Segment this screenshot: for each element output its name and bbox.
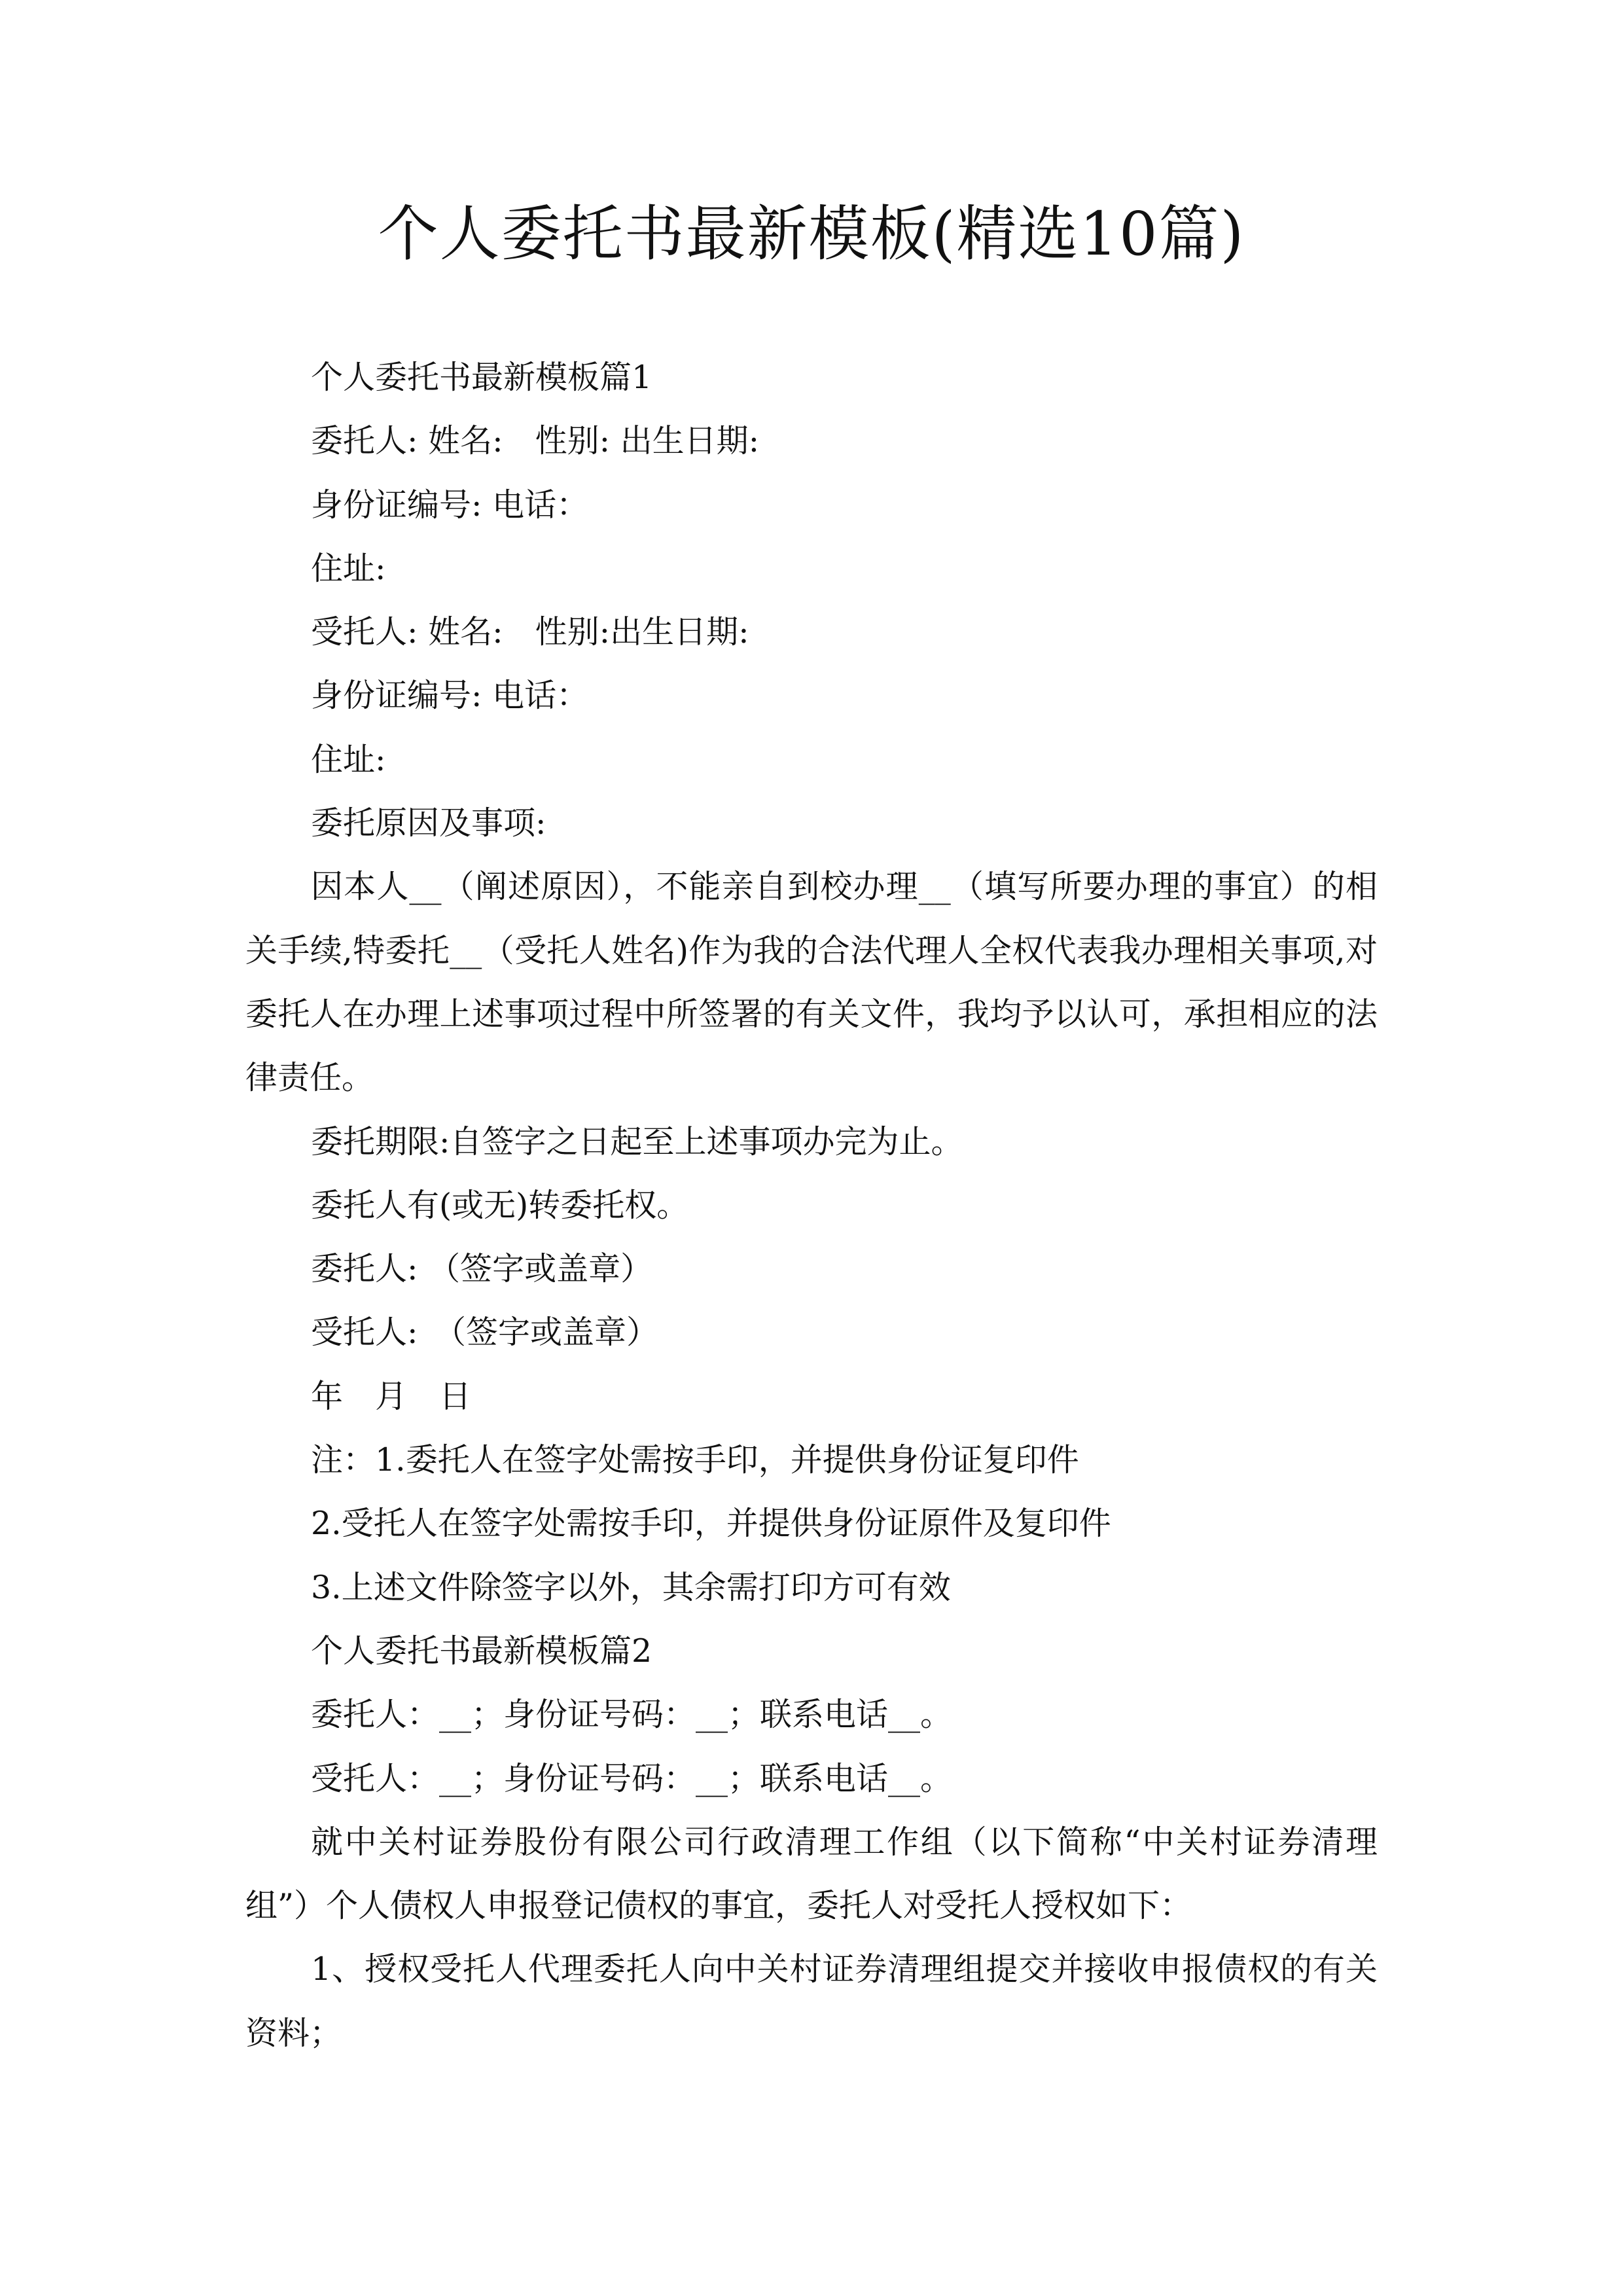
document-title: 个人委托书最新模板(精选10篇) [378, 199, 1245, 269]
principal-address: 住址: [311, 549, 386, 587]
agent-info: 受托人: 姓名: 性别:出生日期: [311, 613, 749, 651]
agent-id-phone: 身份证编号: 电话： [311, 677, 589, 715]
note-2: 2.受托人在签字处需按手印，并提供身份证原件及复印件 [311, 1505, 1111, 1543]
note-3: 3.上述文件除签字以外，其余需打印方可有效 [311, 1568, 951, 1606]
scope-paragraph: 就中关村证券股份有限公司行政清理工作组（以下简称“中关村证券清理组”）个人债权人申报登记债权的事宜，委托人对受托人授权如下： [245, 1823, 1378, 1925]
section-heading: 个人委托书最新模板篇2 [311, 1632, 652, 1670]
authorization-item-1: 1、授权受托人代理委托人向中关村证券清理组提交并接收申报债权的有关资料； [245, 1950, 1378, 2052]
principal-id-phone: 身份证编号: 电话： [311, 486, 589, 524]
reason-paragraph: 因本人__（阐述原因），不能亲自到校办理__（填写所要办理的事宜）的相关手续,特委托__（受托人姓名)作为我的合法代理人全权代表我办理相关事项,对委托人在办理上述事项过程中所签署的有关文件，我均予以认可，承担相应的法律责任。 [245, 868, 1378, 1097]
principal-info: 委托人: 姓名: 性别: 出生日期: [311, 422, 760, 460]
term-paragraph: 委托期限:自签字之日起至上述事项办完为止。 [311, 1122, 963, 1160]
agent-signature: 受托人: （签字或盖章） [311, 1314, 659, 1352]
section-heading: 个人委托书最新模板篇1 [311, 359, 652, 396]
note-1: 注：1.委托人在签字处需按手印，并提供身份证复印件 [311, 1441, 1079, 1479]
date-line: 年 月 日 [311, 1377, 472, 1415]
reason-heading: 委托原因及事项: [311, 804, 546, 842]
agent-line: 受托人：__；身份证号码：__；联系电话__。 [311, 1759, 953, 1797]
principal-line: 委托人：__；身份证号码：__；联系电话__。 [311, 1696, 953, 1734]
principal-signature: 委托人: （签字或盖章） [311, 1250, 653, 1288]
agent-address: 住址: [311, 740, 386, 778]
sub-delegation-paragraph: 委托人有(或无)转委托权。 [311, 1186, 689, 1224]
document-body [245, 346, 1378, 2065]
